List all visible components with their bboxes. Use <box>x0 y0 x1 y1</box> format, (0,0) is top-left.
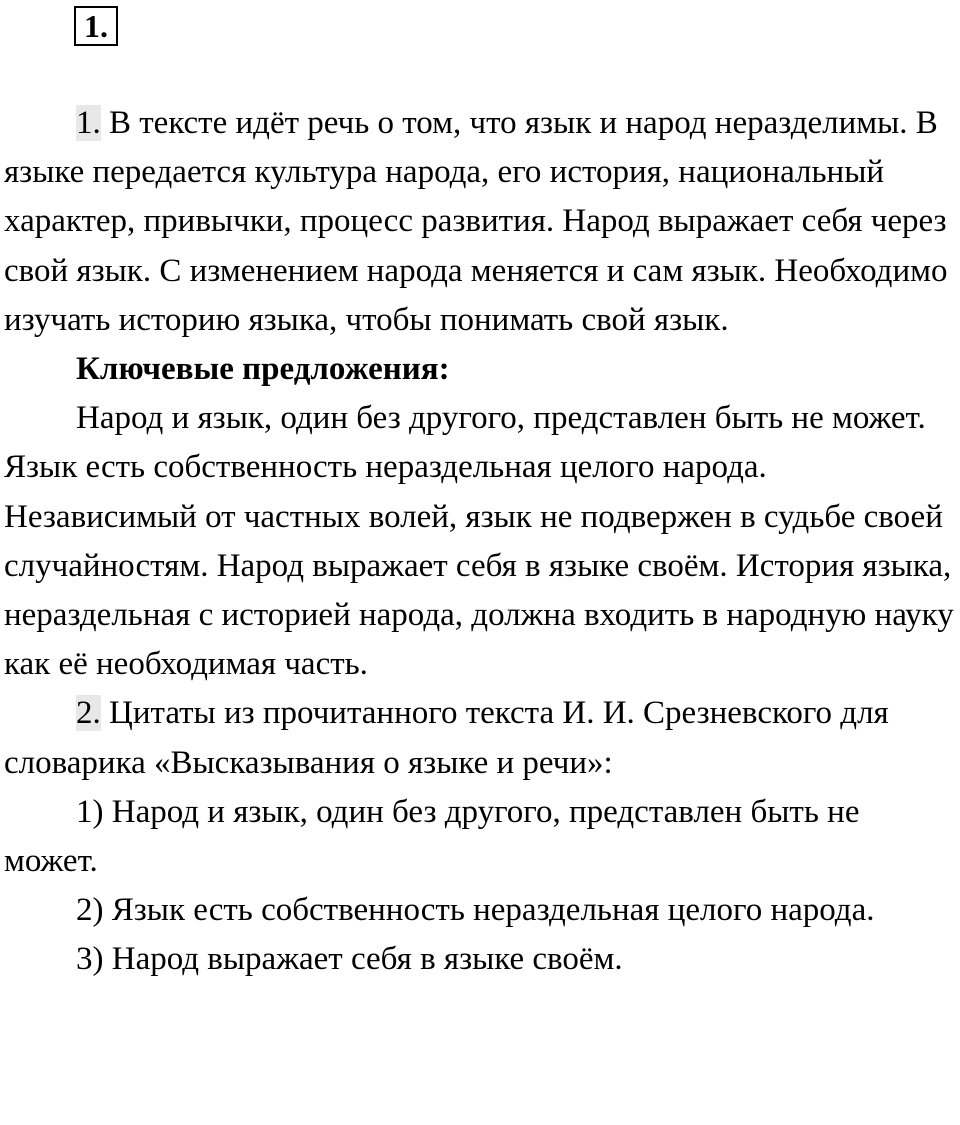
paragraph-1-text: В тексте идёт речь о том, что язык и народ неразделимы. В языке передается культура народа, его история, национальный характер, привычки, процесс развития. Народ выражает себя через свой язык. С изменением народа меняется и сам язык. Необходимо изучать историю языка, чтобы понимать свой язык. <box>4 105 948 338</box>
key-sentences-heading: Ключевые предложения: <box>76 351 450 388</box>
paragraph-2-text: Цитаты из прочитанного текста И. И. Срезневского для словарика «Высказывания о языке и речи»: <box>4 695 889 781</box>
quote-item: 1) Народ и язык, один без другого, представлен быть не может. <box>4 793 860 880</box>
paragraph-1-number: 1. <box>76 105 101 141</box>
key-sentences-text: Народ и язык, один без другого, представлен быть не может. Язык есть собственность нераздельная целого народа. Независимый от частных волей, язык не подвержен в судьбе своей случайностям. Народ выражает себя в языке своём. История языка, нераздельная с историей народа, должна входить в народную науку как её необходимая часть. <box>4 400 954 683</box>
paragraph-1 <box>4 99 960 345</box>
task-number: 1. <box>84 8 108 44</box>
answer-content <box>4 99 960 985</box>
quote-item: 2) Язык есть собственность нераздельная целого народа. <box>76 892 875 929</box>
paragraph-2-number: 2. <box>76 695 101 732</box>
task-number-box <box>74 6 118 46</box>
quote-item: 3) Народ выражает себя в языке своём. <box>76 941 623 978</box>
paragraph-2 <box>4 689 960 787</box>
